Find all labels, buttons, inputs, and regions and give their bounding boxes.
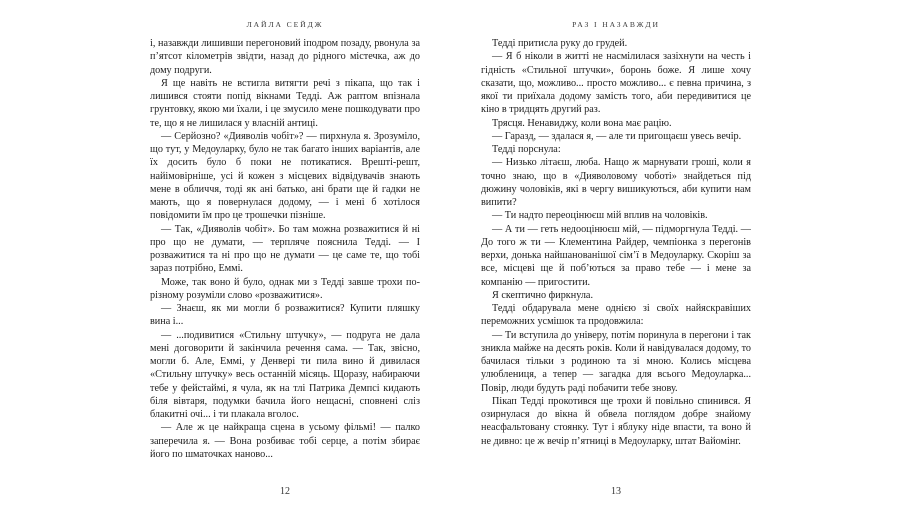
left-page <box>150 0 420 510</box>
paragraph: — Ти надто переоцінюєш мій вплив на чоловіків. <box>492 210 708 222</box>
paragraph: — Але ж це найкраща сцена в усьому фільмі! — палко заперечила я. — Вона розбиває тобі серце, а потім збирає його по шматочках наново... <box>150 422 420 460</box>
paragraph: Може, так воно й було, однак ми з Тедді завше трохи по-різному розуміли слово «розважитися». <box>150 276 420 301</box>
paragraph: Тедді порснула: <box>492 144 561 155</box>
paragraph: — Я б ніколи в житті не насмілилася зазіхнути на честь і гідність «Стильної штучки», боронь боже. Я лише хочу сказати, що, можливо... просто можливо... є певна причина, з якої ти приїхала додому замість того, аби передивитися це кіно в тридцять другий раз. <box>481 51 751 116</box>
left-running-header: ЛАЙЛА СЕЙДЖ <box>246 20 324 29</box>
paragraph: — А ти — геть недооцінюєш мій, — підморгнула Тедді. — До того ж ти — Клементина Райдер, чемпіонка з перегонів верхи, донька найшанованішої сім’ї в Медоуларку. Скоріш за все, місцеві ще й поб’ються за право тебе — і мене за компанію — пригостити. <box>481 223 751 288</box>
right-page-number: 13 <box>611 486 621 497</box>
paragraph: — Ти вступила до універу, потім поринула в перегони і так зникла майже на десять років. Коли й навідувалася додому, то бачилася тільки з родиною та зі мною. Колись місцева улюблениця, а тепер — загадка для всього Медоуларка... Повір, люди будуть раді побачити тебе знову. <box>481 329 751 394</box>
paragraph: — Низько літаєш, люба. Нащо ж марнувати гроші, коли я точно знаю, що в «Дияволовому чоботі» знайдеться під дюжину чоловіків, які в чергу вишикуються, аби купити нам випити? <box>481 157 751 208</box>
paragraph: — Так, «Дияволів чобіт». Бо там можна розважитися й ні про що не думати, — терпляче пояснила Тедді. — І розважитися та ні про що не думати — це саме те, що тобі зараз потрібно, Еммі. <box>150 223 420 275</box>
paragraph: — Гаразд, — здалася я, — але ти пригощаєш увесь вечір. <box>492 130 742 142</box>
paragraph: — ...подивитися «Стильну штучку», — подруга не дала мені договорити й закінчила речення сама. — Так, звісно, могли б. Але, Еммі, у Денвері ти пила вино й дивилася «Стильну штучку» весь останній місяць. Щоразу, набираючи тебе у фейстаймі, я чула, як на тлі Патрика Демпсі кидають біля вівтаря, подумки бачила його нещасні, сповнені сліз блакитні очі... і ти плакала вголос. <box>150 329 420 420</box>
left-page-number: 12 <box>280 486 290 497</box>
paragraph: — Серйозно? «Дияволів чобіт»? — пирхнула я. Зрозуміло, що тут, у Медоуларку, було не так багато інших варіантів, але їх досить було б поки не потикатися. Врешті-решт, найімовірніше, усі й кожен з місцевих відвідувачів знають мене в обличчя, тоді як ані батько, ані брати ще й гадки не мають, що я повернулася додому, — і мені б хотілося повідомити їм про це трошечки пізніше. <box>150 130 420 222</box>
paragraph: Трясця. Ненавиджу, коли вона має рацію. <box>492 117 672 129</box>
right-running-header: РАЗ І НАЗАВЖДИ <box>572 20 660 29</box>
left-page-text <box>150 37 420 461</box>
paragraph: Пікап Тедді прокотився ще трохи й повільно спинився. Я озирнулася до вікна й обвела поглядом добре знайому неасфальтовану стоянку. Тут і яблуку ніде впасти, та воно й не дивно: це ж вечір п’ятниці в Медоуларку, штат Вайомінг. <box>481 395 751 447</box>
paragraph: Я ще навіть не встигла витягти речі з пікапа, що так і лишився стояти попід вікнами Тедді. Аж раптом впізнала грунтовку, якою ми їхали, і це змусило мене пошкодувати про те, що я не лишилася у власній антиці. <box>150 77 420 129</box>
paragraph: Тедді притисла руку до грудей. <box>492 38 628 49</box>
paragraph: Я скептично фиркнула. <box>492 289 593 301</box>
right-page <box>481 0 751 510</box>
paragraph: — Знаєш, як ми могли б розважитися? Купити пляшку вина і... <box>150 303 420 328</box>
right-page-text <box>481 37 751 448</box>
paragraph: і, назавжди лишивши перегоновий іподром позаду, рвонула за п’ятсот кілометрів звідти, назад до рідного містечка, аж до дому подруги. <box>150 38 420 76</box>
paragraph: Тедді обдарувала мене однією зі своїх найяскравіших переможних усмішок та продовжила: <box>481 303 751 328</box>
